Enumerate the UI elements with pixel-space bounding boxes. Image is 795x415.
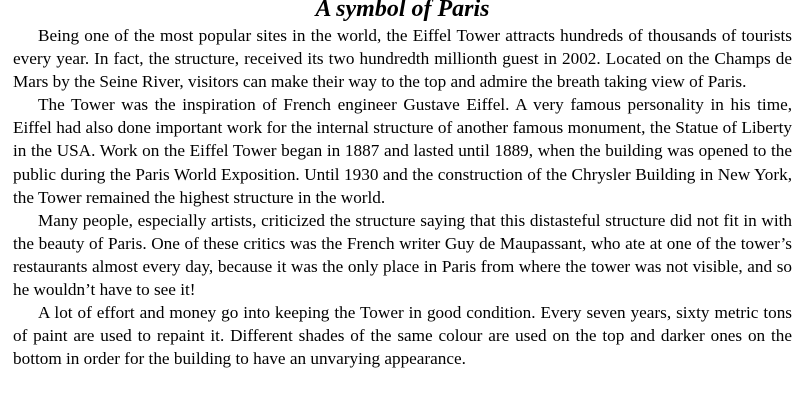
document-page — [13, 0, 792, 370]
paragraph-3: Many people, especially artists, criticized the structure saying that this distasteful structure did not fit in with the beauty of Paris. One of these critics was the French writer Guy de Maupassant, who ate at one of the tower’s restaurants almost every day, because it was the only place in Paris from where the tower was not visible, and so he wouldn’t have to see it! — [13, 210, 792, 300]
paragraph-1: Being one of the most popular sites in the world, the Eiffel Tower attracts hundreds of thousands of tourists every year. In fact, the structure, received its two hundredth millionth guest in 2002. Located on the Champs de Mars by the Seine River, visitors can make their way to the top and admire the breath taking view of Paris. — [13, 26, 792, 92]
paragraph-2: The Tower was the inspiration of French engineer Gustave Eiffel. A very famous personality in his time, Eiffel had also done important work for the internal structure of another famous monument, the Statue of Liberty in the USA. Work on the Eiffel Tower began in 1887 and lasted until 1889, when the building was opened to the public during the Paris World Exposition. Until 1930 and the construction of the Chrysler Building in New York, the Tower remained the highest structure in the world. — [13, 95, 792, 207]
document-title: A symbol of Paris — [315, 0, 490, 22]
paragraph-4: A lot of effort and money go into keeping the Tower in good condition. Every seven years, sixty metric tons of paint are used to repaint it. Different shades of the same colour are used on the top and darker ones on the bottom in order for the building to have an unvarying appearance. — [13, 303, 792, 369]
